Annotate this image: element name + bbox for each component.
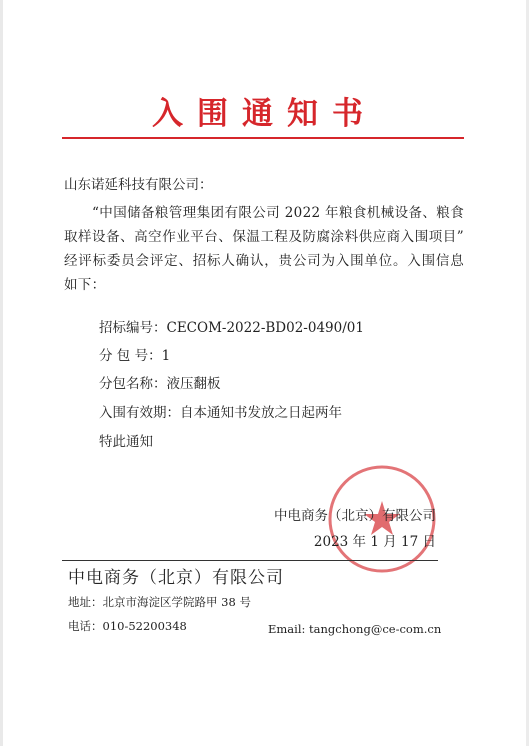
signature-date: 2023 年 1 月 17 日 [313, 534, 436, 550]
info-lot-name: 分包名称：液压翻板 [99, 376, 221, 392]
document-title: 入围通知书 [152, 96, 377, 132]
footer-email: Email: tangchong@ce-com.cn [268, 622, 442, 636]
footer-address: 地址：北京市海淀区学院路甲 38 号 [68, 595, 251, 609]
closing-text: 特此通知 [99, 434, 153, 450]
info-bid-number: 招标编号：CECOM-2022-BD02-0490/01 [99, 320, 364, 336]
title-divider [62, 137, 464, 139]
addressee: 山东诺延科技有限公司： [64, 177, 213, 193]
signature-company: 中电商务（北京）有限公司 [274, 508, 436, 524]
body-paragraph: “中国储备粮管理集团有限公司 2022 年粮食机械设备、粮食取样设备、高空作业平台、保温工程及防腐涂料供应商入围项目” 经评标委员会评定、招标人确认，贵公司为入围单位。入围信息如下： [64, 205, 464, 293]
footer-company: 中电商务（北京）有限公司 [68, 568, 284, 588]
footer-phone: 电话：010-52200348 [68, 619, 187, 633]
info-lot-number: 分 包 号：1 [99, 348, 171, 364]
info-validity: 入围有效期：自本通知书发放之日起两年 [99, 405, 342, 421]
footer-divider [62, 560, 438, 561]
